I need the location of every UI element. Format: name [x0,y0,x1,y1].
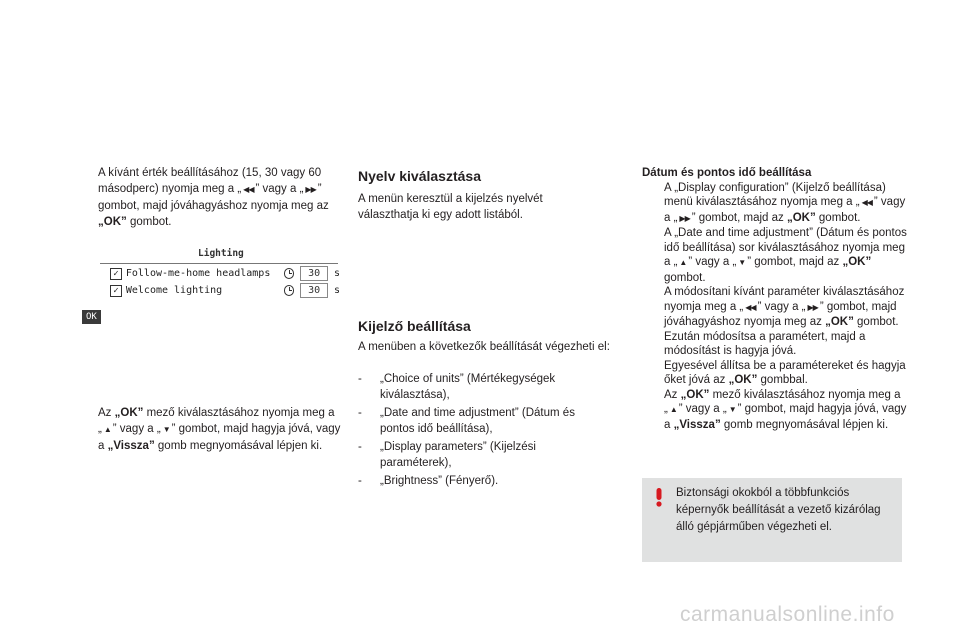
display-settings-list [358,371,598,489]
arrow-up-icon: ▲ [669,405,677,414]
lighting-screen [100,248,340,299]
col1-para-2: Az „OK” mező kiválasztásához nyomja meg a „ ▲ ” vagy a „ ▼ ” gombot, majd hagyja jóvá, vagy a „Vissza” gomb megnyomásával lépjen ki. [98,407,341,452]
checkbox-icon[interactable]: ✓ [110,285,122,297]
duration-unit: s [333,285,340,296]
heading-language: Nyelv kiválasztása [358,168,481,184]
lighting-row-label: Welcome lighting [125,285,223,296]
safety-note-text: Biztonsági okokból a többfunkciós képernyők beállítását a vezető kizárólag álló gépjárműben végezheti el. [676,487,881,533]
heading-date-time: Dátum és pontos idő beállítása [642,167,812,179]
language-paragraph: A menün keresztül a kijelzés nyelvét választhatja ki egy adott listából. [358,193,543,221]
lighting-row-label: Follow-me-home headlamps [125,268,271,279]
display-settings-paragraph: A menüben a következők beállítását végezheti el: [358,341,610,353]
lighting-row-welcome[interactable] [100,282,340,299]
rewind-icon: ◀◀ [243,185,254,194]
col3-date-time [642,166,912,432]
duration-unit: s [333,268,340,279]
watermark: carmanualsonline.info [680,603,895,626]
fast-forward-icon: ▶▶ [807,302,818,312]
duration-value[interactable]: 30 [300,283,328,298]
list-item: - „Choice of units” (Mértékegységek kiválasztása), [358,373,556,401]
safety-note-box [642,478,902,562]
duration-value[interactable]: 30 [300,266,328,281]
clock-icon [284,285,295,296]
checkbox-icon[interactable]: ✓ [110,268,122,280]
list-item: - „Display parameters” (Kijelzési paraméterek), [358,441,536,469]
arrow-down-icon: ▼ [162,425,170,434]
step-4: Egyesével állítsa be a paramétereket és hagyja őket jóvá az „OK” gombbal. [664,359,906,386]
col1-para-1: A kívánt érték beállításához (15, 30 vagy 60 másodperc) nyomja meg a „ ◀◀ ” vagy a „ ▶▶ ” gombot, majd jóváhagyáshoz nyomja meg az „OK” gombot. [98,167,329,228]
warning-icon [648,486,670,508]
arrow-down-icon: ▼ [728,405,736,414]
step-1: A „Display configuration” (Kijelző beállítása) menü kiválasztásához nyomja meg a „ ◀◀ ” vagy a „ ▶▶ ” gombot, majd az „OK” gombot. [664,181,906,224]
arrow-up-icon: ▲ [103,425,111,434]
lighting-title: Lighting [198,248,244,259]
step-3: A módosítani kívánt paraméter kiválasztásához nyomja meg a „ ◀◀ ” vagy a „ ▶▶ ” gombot, majd jóváhagyáshoz nyomja meg az „OK” gombot. Ezután módosítsa a paramétert, majd a módosítást is hagyja jóvá. [664,286,905,357]
fast-forward-icon: ▶▶ [305,185,316,194]
clock-icon [284,268,295,279]
lighting-row-follow-me[interactable] [100,265,340,282]
ok-key-label: OK [82,306,101,324]
rewind-icon: ◀◀ [861,198,872,207]
list-item: - „Date and time adjustment” (Dátum és pontos idő beállítása), [358,407,575,435]
fast-forward-icon: ▶▶ [679,213,690,223]
lighting-divider [100,263,338,264]
arrow-up-icon: ▲ [679,258,687,267]
step-5: Az „OK” mező kiválasztásához nyomja meg a „ ▲ ” vagy a „ ▼ ” gombot, majd hagyja jóvá, vagy a „Vissza” gomb megnyomásával lépjen ki. [664,388,907,431]
step-2: A „Date and time adjustment” (Dátum és pontos idő beállítása) sor kiválasztásához nyomja meg a „ ▲ ” vagy a „ ▼ ” gombot, majd az „OK” gombot. [664,227,907,284]
arrow-down-icon: ▼ [738,258,746,267]
rewind-icon: ◀◀ [745,302,756,312]
list-item: - „Brightness” (Fényerő). [358,475,499,487]
heading-display-settings: Kijelző beállítása [358,318,471,334]
